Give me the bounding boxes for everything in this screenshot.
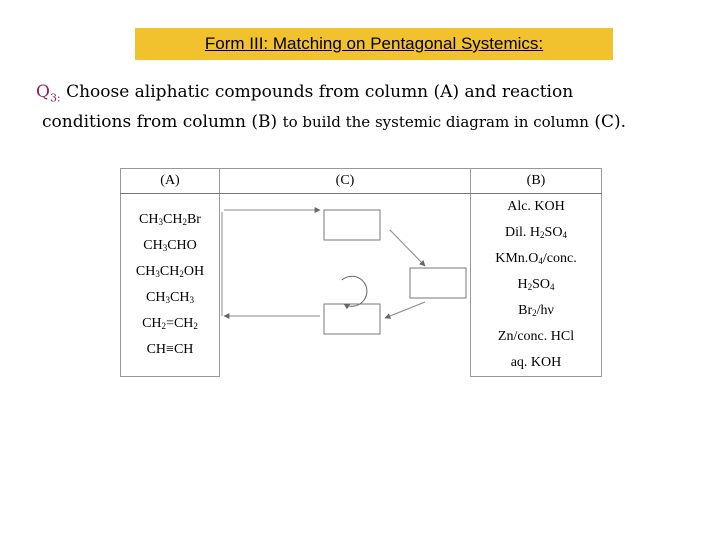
column-b-item-5: $Br_2/h\nu$ bbox=[518, 303, 554, 318]
title-banner bbox=[135, 28, 613, 60]
diagram-box-bottom bbox=[324, 304, 380, 334]
column-a-item-6: CH≡CH bbox=[146, 342, 194, 357]
column-b-item-6: Zn/conc. HCl bbox=[497, 329, 575, 344]
arrow-top-right bbox=[390, 230, 425, 266]
header-b: (B) bbox=[471, 169, 602, 194]
page-title: Form III: Matching on Pentagonal Systemics: bbox=[204, 34, 544, 53]
matching-table bbox=[120, 168, 602, 377]
column-a-end bbox=[121, 376, 220, 377]
column-b-item-3: $KMn.O_4$/conc. bbox=[495, 251, 577, 266]
question-line-1 bbox=[36, 80, 706, 110]
column-b-item-2: Dil. $H_2SO_4$ bbox=[505, 225, 567, 240]
column-a-item-5: $CH_2=CH_2$ bbox=[142, 316, 198, 331]
cycle-arrow bbox=[342, 276, 367, 306]
header-c: (C) bbox=[220, 169, 471, 194]
question-text-2c: (C). bbox=[594, 112, 627, 133]
question-text-1: Choose aliphatic compounds from column (A) and reaction bbox=[66, 82, 574, 102]
column-b-end bbox=[471, 376, 602, 377]
column-a-item-2: $CH_3CHO$ bbox=[143, 238, 197, 253]
diagram-box-right bbox=[410, 268, 466, 298]
question-text-2a: conditions from column (B) bbox=[42, 112, 278, 133]
question-line-2 bbox=[36, 110, 706, 135]
column-c-diagram bbox=[220, 194, 471, 377]
header-a: (A) bbox=[121, 169, 220, 194]
pentagonal-diagram bbox=[220, 194, 470, 364]
column-b-item-7: aq. KOH bbox=[510, 355, 562, 370]
question-text-2b: to build the systemic diagram in column bbox=[282, 113, 589, 132]
question-block bbox=[36, 80, 706, 135]
column-b-item-4: $H_2SO_4$ bbox=[517, 277, 555, 292]
column-b bbox=[471, 194, 602, 377]
column-a-item-3: $CH_3CH_2OH$ bbox=[135, 264, 205, 279]
question-label: $Q_{3:}$ bbox=[36, 82, 61, 105]
column-a-item-1: $CH_3CH_2Br$ bbox=[139, 212, 201, 227]
column-b-item-1: Alc. KOH bbox=[507, 199, 565, 214]
column-a-item-4: $CH_3CH_3$ bbox=[146, 290, 194, 305]
column-a bbox=[121, 194, 220, 377]
arrow-right-bottom bbox=[385, 302, 425, 318]
diagram-box-top bbox=[324, 210, 380, 240]
